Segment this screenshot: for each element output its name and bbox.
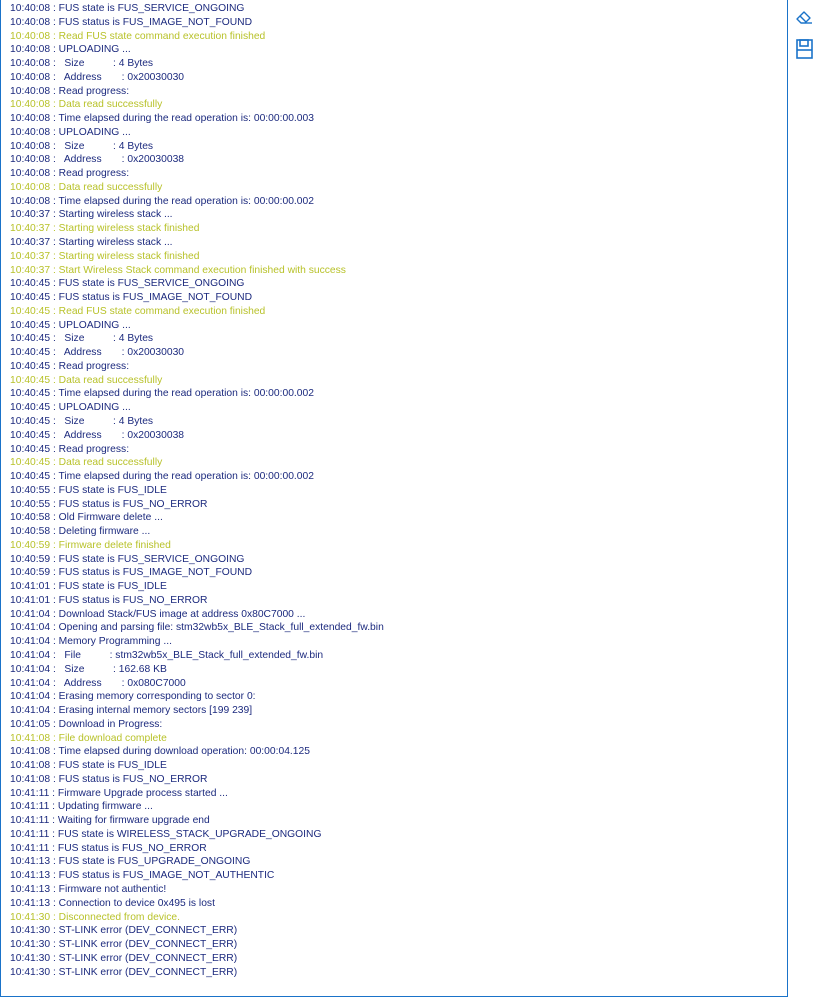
log-line: 10:40:45 : Time elapsed during the read operation is: 00:00:00.002 [10,471,314,483]
log-line: 10:40:08 : FUS state is FUS_SERVICE_ONGOING [10,3,245,14]
log-line: 10:40:08 : Time elapsed during the read operation is: 00:00:00.002 [10,195,314,207]
log-line: 10:40:37 : Starting wireless stack ... [10,209,173,221]
log-lines [10,2,384,979]
log-line: 10:41:01 : FUS state is FUS_IDLE [10,581,167,593]
log-line: 10:40:08 : Read FUS state command execution finished [10,30,266,42]
eraser-icon [795,8,813,26]
log-line: 10:40:08 : Size : 4 Bytes [10,140,154,152]
log-line: 10:41:30 : ST-LINK error (DEV_CONNECT_ERR) [10,952,238,964]
log-line: 10:40:45 : Address : 0x20030030 [10,347,185,359]
save-log-icon [795,38,813,60]
log-line: 10:41:05 : Download in Progress: [10,718,163,730]
log-line: 10:41:08 : Time elapsed during download operation: 00:00:04.125 [10,746,310,758]
log-line: 10:40:45 : UPLOADING ... [10,319,131,331]
log-line: 10:41:04 : Erasing internal memory sectors [199 239] [10,705,253,717]
log-line: 10:40:08 : Data read successfully [10,181,163,193]
log-line: 10:40:45 : Read progress: [10,360,130,372]
log-line: 10:41:30 : Disconnected from device. [10,911,180,923]
log-line: 10:40:08 : Address : 0x20030030 [10,71,185,83]
log-toolbar [790,0,813,999]
log-line: 10:41:11 : Firmware Upgrade process started ... [10,787,228,799]
log-line: 10:41:30 : ST-LINK error (DEV_CONNECT_ERR) [10,966,238,978]
log-line: 10:41:11 : FUS state is WIRELESS_STACK_UPGRADE_ONGOING [10,828,322,840]
log-line: 10:40:08 : UPLOADING ... [10,44,131,56]
log-line: 10:41:11 : FUS status is FUS_NO_ERROR [10,842,207,854]
log-line: 10:40:08 : Read progress: [10,168,130,180]
log-line: 10:41:01 : FUS status is FUS_NO_ERROR [10,594,208,606]
log-line: 10:40:08 : Time elapsed during the read operation is: 00:00:00.003 [10,113,314,125]
log-line: 10:41:30 : ST-LINK error (DEV_CONNECT_ERR) [10,939,238,951]
log-line: 10:40:59 : FUS state is FUS_SERVICE_ONGOING [10,553,245,565]
log-line: 10:41:13 : Connection to device 0x495 is lost [10,897,215,909]
log-line: 10:40:58 : Deleting firmware ... [10,526,151,538]
log-line: 10:41:04 : Size : 162.68 KB [10,663,167,675]
save-log-button[interactable] [795,38,813,58]
log-line: 10:40:45 : UPLOADING ... [10,402,131,414]
log-line: 10:40:37 : Start Wireless Stack command execution finished with success [10,264,346,276]
log-line: 10:40:08 : Size : 4 Bytes [10,58,154,70]
log-line: 10:41:30 : ST-LINK error (DEV_CONNECT_ERR) [10,925,238,937]
log-line: 10:40:37 : Starting wireless stack ... [10,237,173,249]
log-line: 10:41:04 : Address : 0x080C7000 [10,677,186,689]
log-line: 10:41:04 : Memory Programming ... [10,636,172,648]
log-line: 10:41:13 : FUS status is FUS_IMAGE_NOT_AUTHENTIC [10,870,275,882]
log-line: 10:40:45 : Size : 4 Bytes [10,333,154,345]
log-line: 10:41:04 : File : stm32wb5x_BLE_Stack_full_extended_fw.bin [10,649,324,661]
log-line: 10:40:55 : FUS status is FUS_NO_ERROR [10,498,208,510]
log-line: 10:41:08 : FUS state is FUS_IDLE [10,760,167,772]
clear-log-button[interactable] [795,8,813,28]
log-line: 10:40:37 : Starting wireless stack finished [10,250,200,262]
log-line: 10:40:08 : Data read successfully [10,99,163,111]
log-line: 10:41:11 : Updating firmware ... [10,801,153,813]
log-line: 10:40:59 : FUS status is FUS_IMAGE_NOT_FOUND [10,567,253,579]
log-line: 10:40:08 : Read progress: [10,85,130,97]
log-line: 10:41:04 : Opening and parsing file: stm32wb5x_BLE_Stack_full_extended_fw.bin [10,622,384,634]
log-line: 10:40:45 : Data read successfully [10,457,163,469]
log-line: 10:40:08 : UPLOADING ... [10,126,131,138]
log-line: 10:41:08 : FUS status is FUS_NO_ERROR [10,773,208,785]
log-line: 10:40:55 : FUS state is FUS_IDLE [10,484,167,496]
log-line: 10:40:08 : FUS status is FUS_IMAGE_NOT_FOUND [10,16,253,28]
log-line: 10:40:45 : Size : 4 Bytes [10,415,154,427]
log-line: 10:41:04 : Download Stack/FUS image at address 0x80C7000 ... [10,608,306,620]
log-line: 10:40:45 : Data read successfully [10,374,163,386]
log-line: 10:40:45 : Time elapsed during the read operation is: 00:00:00.002 [10,388,314,400]
log-line: 10:41:08 : File download complete [10,732,167,744]
log-line: 10:40:37 : Starting wireless stack finished [10,223,200,235]
log-line: 10:41:13 : Firmware not authentic! [10,884,167,895]
log-line: 10:40:45 : Read progress: [10,443,130,455]
log-line: 10:40:45 : Read FUS state command execution finished [10,305,266,317]
log-line: 10:41:04 : Erasing memory corresponding to sector 0: [10,691,256,703]
log-line: 10:40:58 : Old Firmware delete ... [10,512,163,524]
log-line: 10:41:11 : Waiting for firmware upgrade end [10,815,210,827]
log-line: 10:41:13 : FUS state is FUS_UPGRADE_ONGOING [10,856,251,868]
log-line: 10:40:59 : Firmware delete finished [10,539,171,551]
log-line: 10:40:08 : Address : 0x20030038 [10,154,185,166]
log-line: 10:40:45 : FUS state is FUS_SERVICE_ONGOING [10,278,245,290]
log-line: 10:40:45 : FUS status is FUS_IMAGE_NOT_FOUND [10,292,253,304]
log-line: 10:40:45 : Address : 0x20030038 [10,429,185,441]
